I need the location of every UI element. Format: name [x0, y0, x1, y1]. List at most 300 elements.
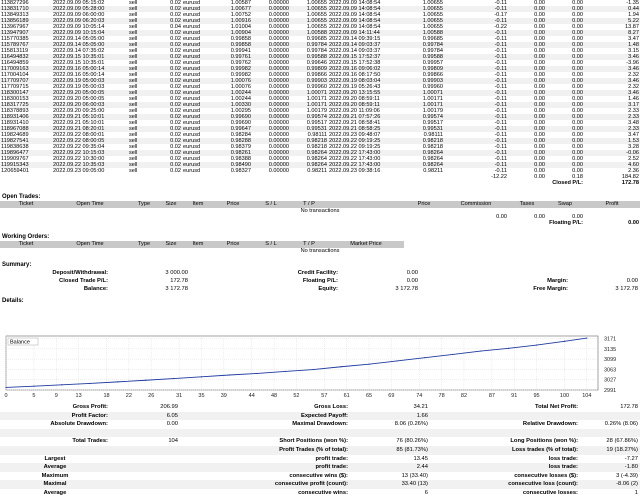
table-cell: 0.00	[508, 54, 546, 60]
column-header: Market Price	[328, 241, 404, 248]
open-no-transactions: No transactions	[300, 208, 340, 214]
table-cell: -0.11	[444, 90, 508, 96]
table-cell: sell	[129, 36, 138, 42]
table-cell: 0.99866	[422, 72, 443, 78]
stats-label: loss trade:	[430, 463, 580, 472]
table-cell: 0.02	[160, 78, 182, 84]
stats-value	[110, 429, 180, 438]
stats-value: 2.44	[350, 463, 430, 472]
table-cell: 0.00	[572, 120, 583, 126]
table-cell: 118378893	[1, 108, 29, 114]
balance-point	[480, 350, 481, 351]
table-cell: eurusd	[183, 120, 201, 126]
table-cell: 119824689	[1, 132, 29, 138]
table-cell: 0.99784	[306, 48, 327, 54]
table-cell: sell	[129, 156, 138, 162]
table-cell: 1.00244	[214, 90, 252, 96]
balance-chart	[0, 334, 640, 402]
table-cell: eurusd	[183, 24, 201, 30]
statistics-table	[0, 403, 640, 498]
table-cell: 1.00655	[422, 12, 443, 18]
table-cell: eurusd	[183, 168, 201, 174]
table-cell: 0.02	[170, 144, 181, 150]
table-cell: 0.00	[546, 66, 584, 72]
column-header: T / P	[290, 241, 328, 248]
table-cell: 0.00000	[252, 126, 290, 132]
stats-label	[180, 429, 350, 438]
x-tick-label: 44	[248, 393, 255, 399]
table-cell: eurusd	[182, 42, 214, 48]
table-cell: 1.00588	[290, 30, 328, 36]
table-cell: 2022.09.19 05:00:03	[53, 84, 105, 90]
table-cell: 0.99982	[214, 66, 252, 72]
table-cell: 0.98218	[306, 144, 327, 150]
table-cell: eurusd	[182, 138, 214, 144]
column-header: S / L	[252, 201, 290, 208]
closed-trades-table	[0, 0, 640, 186]
table-cell: 1.94	[628, 12, 639, 18]
table-cell: sell	[129, 120, 138, 126]
table-cell: 113831710	[0, 6, 52, 12]
table-cell: 0.02	[160, 42, 182, 48]
summary-table	[0, 269, 640, 293]
table-cell: 0.02	[160, 162, 182, 168]
table-cell: 0.99903	[290, 78, 328, 84]
table-cell: 2022.09.15 10:35:01	[53, 60, 105, 66]
table-cell: sell	[129, 84, 138, 90]
table-cell: 118931410	[1, 120, 29, 126]
table-cell: 0.00000	[268, 60, 289, 66]
table-cell: 0.98111	[307, 132, 327, 138]
balance-point	[536, 344, 537, 345]
table-cell: sell	[128, 138, 160, 144]
balance-point	[340, 366, 341, 367]
table-cell: 0.98264	[306, 156, 327, 162]
table-cell: -0.11	[444, 150, 508, 156]
table-cell: 115813119	[1, 48, 29, 54]
stats-row	[0, 446, 640, 455]
table-cell: 0.00	[508, 162, 546, 168]
table-cell: 119827541	[0, 138, 52, 144]
table-cell: sell	[128, 18, 160, 24]
summary-label: Balance:	[83, 286, 108, 292]
table-cell: 0.99685	[422, 36, 443, 42]
stats-value: -7.27	[624, 455, 638, 462]
table-cell: sell	[129, 96, 138, 102]
table-cell: eurusd	[182, 6, 214, 12]
table-cell: 0.02	[160, 18, 182, 24]
y-tick-label: 3099	[604, 357, 617, 364]
stats-value	[580, 429, 640, 438]
table-cell: 0.00000	[268, 96, 289, 102]
stats-row	[0, 480, 640, 489]
table-cell: sell	[128, 78, 160, 84]
table-cell: 0.02	[160, 66, 182, 72]
balance-point	[145, 380, 146, 381]
table-cell: 0.98218	[404, 138, 444, 144]
table-cell: sell	[129, 48, 138, 54]
column-header: Ticket	[0, 241, 52, 248]
balance-point	[173, 378, 174, 379]
stats-value: -8.06 (2)	[580, 480, 640, 489]
table-cell: 2022.09.20 13:15:55	[328, 90, 404, 96]
table-cell: -0.11	[444, 102, 508, 108]
table-cell: 0.00000	[252, 18, 290, 24]
column-header: Size	[160, 241, 182, 248]
stats-label: Total Trades:	[72, 438, 108, 445]
table-cell: eurusd	[182, 162, 214, 168]
table-cell: 2022.09.23 09:38:16	[329, 168, 381, 174]
table-cell: 1.00655	[422, 24, 443, 30]
table-cell: 0.99690	[214, 114, 252, 120]
table-cell: 0.98218	[290, 138, 328, 144]
table-cell: 1.00752	[230, 12, 251, 18]
table-cell: 1.00655	[306, 12, 327, 18]
stats-label: Maximum	[41, 472, 69, 479]
table-cell: 0.00000	[252, 42, 290, 48]
table-cell: -0.11	[444, 30, 508, 36]
balance-point	[586, 337, 587, 338]
table-cell: 1.00655	[422, 0, 443, 6]
stats-row	[0, 437, 640, 446]
table-cell: 0.98264	[404, 150, 444, 156]
table-cell: 0.00	[572, 96, 583, 102]
table-cell: 0.00	[534, 120, 545, 126]
column-header: T / P	[290, 201, 328, 208]
table-cell: 1.00655	[306, 24, 327, 30]
table-cell: eurusd	[183, 132, 201, 138]
table-cell: 0.00000	[268, 36, 289, 42]
table-cell: 1.00655	[290, 18, 328, 24]
table-cell: 0.02	[170, 108, 181, 114]
table-cell: eurusd	[182, 30, 214, 36]
table-cell: -0.11	[444, 138, 508, 144]
stats-row	[0, 420, 640, 429]
table-cell: 0.98211	[307, 168, 327, 174]
stats-label	[0, 429, 110, 438]
table-cell: eurusd	[183, 72, 201, 78]
stats-value	[110, 463, 180, 472]
table-cell: -0.11	[494, 0, 507, 6]
table-cell: 8.27	[584, 30, 640, 36]
table-cell: -0.06	[584, 150, 640, 156]
table-cell: 0.99903	[404, 78, 444, 84]
table-cell: 0.02	[170, 84, 181, 90]
stats-value: 6.05	[110, 412, 180, 421]
x-tick-label: 9	[54, 393, 58, 399]
total-commission: -12.22	[491, 174, 507, 180]
balance-point	[452, 354, 453, 355]
table-cell: 0.98288	[214, 138, 252, 144]
table-cell: 2022.09.22 10:35:03	[52, 162, 128, 168]
stats-label: consecutive wins:	[298, 489, 348, 496]
summary-label: Deposit/Withdrawal:	[52, 270, 108, 276]
table-cell: 0.00	[508, 42, 546, 48]
table-cell: 0.99685	[306, 36, 327, 42]
table-cell: 0.99858	[214, 42, 252, 48]
summary-value: 3 172.78	[395, 286, 418, 292]
x-tick-label: 39	[220, 393, 227, 399]
table-cell: 2.33	[584, 126, 640, 132]
table-cell: 1.00171	[404, 102, 444, 108]
table-cell: 0.00	[508, 6, 546, 12]
table-cell: eurusd	[183, 144, 201, 150]
table-cell: 1.00677	[214, 6, 252, 12]
stats-label: Gross Profit:	[72, 404, 108, 410]
stats-label: Short Positions (won %):	[279, 438, 348, 445]
table-cell: -0.11	[494, 84, 507, 90]
table-cell: 0.00000	[252, 6, 290, 12]
table-cell: eurusd	[183, 0, 201, 6]
stats-value: 8.06 (0.26%)	[394, 421, 428, 428]
table-cell: 0.00	[572, 144, 583, 150]
table-cell: 0.00	[572, 72, 583, 78]
table-cell: 2022.09.09 14:11:44	[328, 30, 404, 36]
balance-point	[508, 348, 509, 349]
table-cell: 2022.09.09 14:08:54	[329, 0, 381, 6]
table-cell: 0.02	[160, 90, 182, 96]
table-cell: 0.02	[170, 132, 181, 138]
stats-value: 206.99	[160, 404, 178, 410]
table-cell: 119896477	[0, 150, 52, 156]
table-cell: 2022.09.15 17:52:37	[328, 54, 404, 60]
table-cell: 1.00071	[290, 90, 328, 96]
balance-point	[61, 384, 62, 385]
table-cell: 0.98111	[423, 132, 443, 138]
stats-value: 172.78	[620, 404, 638, 410]
stats-value: 0.26% (8.06)	[604, 421, 638, 428]
table-cell: 0.00000	[268, 168, 289, 174]
stats-row	[0, 489, 640, 498]
table-cell: 0.02	[160, 126, 182, 132]
stats-value: 1.66	[350, 412, 430, 421]
table-cell: 0.99982	[230, 72, 251, 78]
table-cell: 2022.09.20 08:59:11	[328, 102, 404, 108]
table-cell: 0.99858	[230, 36, 251, 42]
table-cell: 2022.09.09 14:08:54	[329, 12, 381, 18]
stats-value	[580, 412, 640, 421]
balance-point	[368, 364, 369, 365]
table-cell: 0.00	[508, 30, 546, 36]
table-cell: 0.00000	[268, 24, 289, 30]
stats-value: 3 (-4.39)	[616, 472, 638, 479]
table-cell: 1.00179	[422, 108, 443, 114]
table-cell: 2022.09.21 08:20:01	[52, 126, 128, 132]
summary-value: 3 000.00	[165, 270, 188, 276]
table-cell: 2.32	[628, 72, 639, 78]
table-cell: 2022.09.21 08:58:41	[329, 120, 381, 126]
table-cell: -0.11	[444, 54, 508, 60]
table-cell: 2022.09.22 17:43:00	[328, 162, 404, 168]
x-tick-label: 5	[32, 393, 36, 399]
table-cell: 0.02	[170, 60, 181, 66]
table-cell: 0.98211	[423, 168, 443, 174]
balance-point	[424, 357, 425, 358]
stats-row	[0, 472, 640, 481]
working-orders-header	[0, 241, 640, 248]
table-cell: 0.00	[508, 18, 546, 24]
table-cell: sell	[128, 102, 160, 108]
table-cell: 0.98264	[290, 162, 328, 168]
summary-value: 3 172.78	[615, 286, 638, 292]
table-cell: eurusd	[182, 102, 214, 108]
table-cell: 2022.09.14 09:39:15	[329, 36, 381, 42]
table-cell: 0.99809	[290, 66, 328, 72]
table-cell: -0.11	[444, 66, 508, 72]
stats-row	[0, 403, 640, 412]
stats-value: 28 (67.86%)	[606, 438, 638, 445]
table-cell: 0.99531	[404, 126, 444, 132]
table-cell: 115789767	[0, 42, 52, 48]
table-cell: 2022.09.22 10:30:00	[53, 156, 105, 162]
table-cell: 0.00	[534, 24, 545, 30]
x-tick-label: 13	[75, 393, 82, 399]
table-cell: 3.15	[628, 48, 639, 54]
table-cell: 117004104	[1, 72, 29, 78]
table-cell: 0.02	[170, 156, 181, 162]
column-header: S / L	[252, 241, 290, 248]
total-swap: 0.18	[572, 174, 583, 180]
column-header: Open Time	[52, 241, 128, 248]
table-cell: 115770385	[1, 36, 29, 42]
table-cell: 0.99646	[306, 60, 327, 66]
table-cell: 1.46	[628, 96, 639, 102]
open-trades-header	[0, 201, 640, 208]
stats-label: Largest	[44, 455, 66, 462]
table-cell: -0.11	[494, 168, 507, 174]
table-cell: 2022.09.14 07:35:02	[53, 48, 105, 54]
open-total-commission: 0.00	[496, 214, 507, 220]
column-header: Type	[128, 201, 160, 208]
table-cell: 1.00587	[230, 0, 251, 6]
stats-label: Relative Drawdown:	[522, 421, 578, 428]
table-cell: 3.47	[628, 36, 639, 42]
table-cell: 0.98490	[214, 162, 252, 168]
table-cell: -0.11	[494, 108, 507, 114]
table-cell: 116494832	[0, 54, 52, 60]
table-cell: eurusd	[183, 12, 201, 18]
table-cell: 2022.09.19 08:03:04	[328, 78, 404, 84]
table-cell: sell	[128, 42, 160, 48]
table-cell: 1.00076	[230, 84, 251, 90]
table-cell: 1.00244	[230, 96, 251, 102]
table-cell: -1.35	[626, 0, 639, 6]
stats-label: Maximal Drawdown:	[292, 421, 348, 428]
table-cell: 0.00000	[268, 108, 289, 114]
summary-row	[0, 285, 640, 293]
table-cell: eurusd	[182, 126, 214, 132]
table-cell: 119909767	[1, 156, 29, 162]
table-cell: -0.11	[444, 6, 508, 12]
balance-point	[257, 373, 258, 374]
table-cell: 2022.09.09 05:28:00	[52, 6, 128, 12]
table-cell: 0.00	[572, 60, 583, 66]
stats-label: Gross Loss:	[314, 404, 348, 410]
table-cell: 0.00	[572, 108, 583, 114]
stats-value: 104	[168, 438, 178, 445]
table-cell: 2022.09.14 09:03:37	[329, 48, 381, 54]
open-trades-table	[0, 201, 640, 226]
table-cell: -0.11	[444, 42, 508, 48]
stats-row	[0, 463, 640, 472]
table-cell: 0.99588	[290, 54, 328, 60]
table-cell: 117709715	[1, 84, 29, 90]
column-header: Open Time	[52, 201, 128, 208]
table-cell: 0.02	[170, 12, 181, 18]
table-cell: 0.00	[508, 90, 546, 96]
table-cell: 0.00	[572, 168, 583, 174]
table-cell: 0.02	[160, 102, 182, 108]
summary-label: Equity:	[318, 286, 338, 292]
stats-row	[0, 412, 640, 421]
column-header: Taxes	[508, 201, 546, 208]
table-cell: sell	[129, 72, 138, 78]
table-cell: 1.00655	[404, 6, 444, 12]
table-cell: 0.00000	[252, 150, 290, 156]
stats-value: -1.80	[580, 463, 640, 472]
table-cell: eurusd	[183, 84, 201, 90]
table-cell: 120659401	[1, 168, 29, 174]
table-cell: 0.00	[546, 78, 584, 84]
summary-label: Margin:	[547, 278, 568, 284]
table-cell: 119915343	[0, 162, 52, 168]
table-cell: 0.00	[534, 144, 545, 150]
table-cell: 1.53	[584, 138, 640, 144]
table-cell: 1.00330	[214, 102, 252, 108]
table-cell: eurusd	[182, 78, 214, 84]
table-cell: 0.00000	[268, 48, 289, 54]
summary-label: Credit Facility:	[297, 270, 338, 276]
summary-value: 3 172.78	[165, 286, 188, 292]
table-cell: 0.00	[534, 36, 545, 42]
column-header: Size	[160, 201, 182, 208]
stats-label	[430, 412, 580, 421]
table-cell: 2.33	[584, 114, 640, 120]
table-cell: 1.00655	[404, 18, 444, 24]
table-cell: -0.11	[444, 114, 508, 120]
stats-value	[350, 429, 430, 438]
column-header: Item	[182, 201, 214, 208]
stats-label: Loss trades (% of total):	[430, 446, 580, 455]
stats-value	[110, 480, 180, 489]
table-cell: 1.00076	[214, 78, 252, 84]
table-cell: 0.00	[508, 66, 546, 72]
balance-point	[201, 376, 202, 377]
table-cell: 117709707	[0, 78, 52, 84]
table-cell: 0.00	[534, 132, 545, 138]
table-cell: 0.00	[546, 6, 584, 12]
table-cell: 0.99784	[290, 42, 328, 48]
x-tick-label: 22	[125, 393, 132, 399]
stats-label	[430, 429, 580, 438]
table-cell: 0.99647	[214, 126, 252, 132]
table-cell: 0.00000	[268, 12, 289, 18]
table-cell: 113967967	[1, 24, 29, 30]
table-cell: -3.96	[626, 60, 639, 66]
table-cell: 2022.09.20 06:00:03	[52, 102, 128, 108]
table-cell: sell	[129, 132, 138, 138]
table-cell: 0.99957	[422, 60, 443, 66]
summary-value: 0.00	[406, 278, 418, 284]
table-cell: 118967088	[0, 126, 52, 132]
table-cell: 0.00	[534, 108, 545, 114]
table-cell: 0.00	[546, 18, 584, 24]
table-cell: 0.00	[534, 60, 545, 66]
table-cell: 0.02	[160, 54, 182, 60]
table-cell: -0.11	[494, 132, 507, 138]
open-total-swap: 0.00	[572, 214, 583, 220]
table-cell: eurusd	[182, 54, 214, 60]
